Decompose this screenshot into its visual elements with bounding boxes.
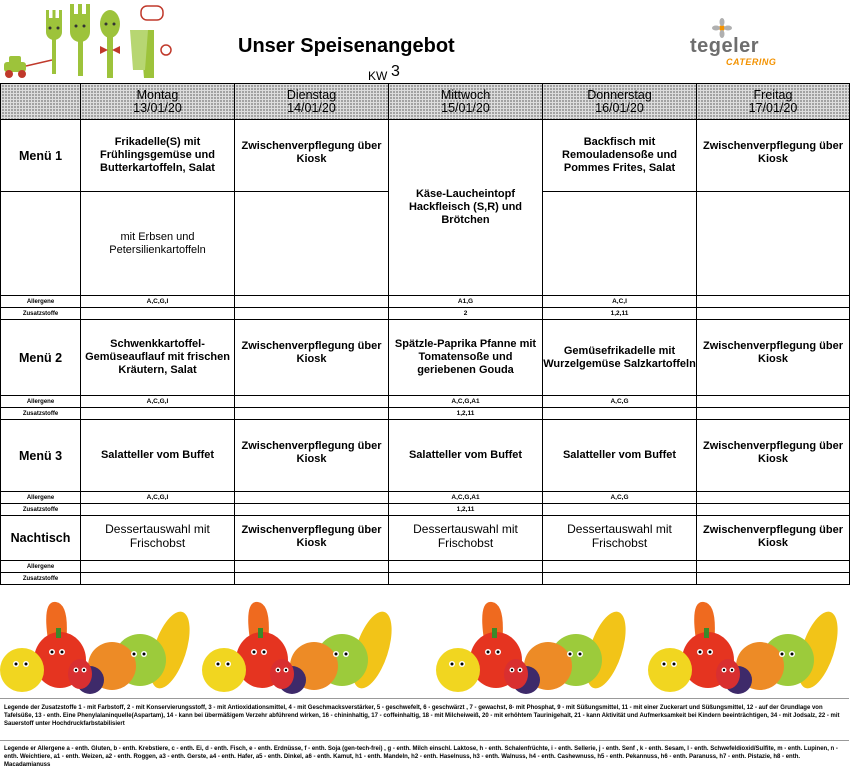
- allergene-value: A,C,I: [543, 296, 697, 308]
- allergene-legend: Legende er Allergene a - enth. Gluten, b - enth. Krebstiere, c - enth. Ei, d - enth. Fisch, e - enth. Erdnüsse, f - enth. Soja (gen-tech-frei) , g - enth. Milch einschl. Laktose, h - enth. Schalenfrüchte, i - enth. Sellerie, j - enth. Senf , k - enth. Sesam, l - enth. Schwefeldioxid/Sulfite, m - enth. Lupinen, n - enth. Weichtiere, a1 - enth. Weizen, a2 - enth. Roggen, a3 - enth. Gerste, a4 - enth. Hafer, a5 - enth. Dinkel, a6 - enth. Kamut, h1 - enth. Mandeln, h2 - enth. Haselnuss, h3 - enth. Walnuss, h4 - enth. Cashewnuss, h5 - enth. Pekannuss, h6 - enth. Paranuss, h7 - enth. Pistazie, h8 - enth. Macadamianuss: [4, 746, 838, 768]
- allergene-value: [235, 561, 389, 573]
- zusatzstoffe-value: [81, 573, 235, 585]
- menu1-tuesday-dish: Zwischenverpflegung über Kiosk: [235, 120, 389, 192]
- fruit-illustration-band: [0, 600, 851, 695]
- menu2-friday-dish: Zwischenverpflegung über Kiosk: [697, 320, 850, 396]
- zusatzstoffe-value: 1,2,11: [389, 408, 543, 420]
- menu1-zusatz-row: [1, 308, 850, 320]
- nachtisch-monday: Dessertauswahl mit Frischobst: [81, 516, 235, 561]
- zusatzstoffe-value: [81, 504, 235, 516]
- allergene-value: [697, 561, 850, 573]
- menu3-row: [1, 420, 850, 492]
- day-header-friday: Freitag 17/01/20: [697, 84, 850, 120]
- menu3-zusatz-row: [1, 504, 850, 516]
- brand-subtitle: CATERING: [726, 57, 777, 67]
- allergene-value: A,C,G: [543, 492, 697, 504]
- allergene-value: [235, 492, 389, 504]
- menu3-label: Menü 3: [1, 420, 81, 492]
- day-header-row: [1, 84, 850, 120]
- zusatzstoffe-label: Zusatzstoffe: [1, 408, 81, 420]
- menu1-tuesday-empty: [235, 192, 389, 296]
- allergene-value: [235, 396, 389, 408]
- car-icon: [4, 56, 52, 78]
- allergene-value: [543, 561, 697, 573]
- nachtisch-wednesday: Dessertauswahl mit Frischobst: [389, 516, 543, 561]
- menu1-thursday-empty: [543, 192, 697, 296]
- zusatzstoffe-value: [235, 408, 389, 420]
- menu1-wednesday-dish: Käse-Laucheintopf Hackfleisch (S,R) und Brötchen: [389, 120, 543, 296]
- menu3-thursday-dish: Salatteller vom Buffet: [543, 420, 697, 492]
- tegeler-catering-logo: [686, 18, 786, 78]
- allergene-label: Allergene: [1, 396, 81, 408]
- allergene-label: Allergene: [1, 561, 81, 573]
- menu2-row: [1, 320, 850, 396]
- menu1-row-a: [1, 120, 850, 192]
- menu3-friday-dish: Zwischenverpflegung über Kiosk: [697, 420, 850, 492]
- zusatzstoffe-value: 1,2,11: [389, 504, 543, 516]
- week-number: 3: [391, 63, 400, 80]
- menu1-monday-side: mit Erbsen und Petersilienkartoffeln: [81, 192, 235, 296]
- allergene-value: A,C,G,I: [81, 296, 235, 308]
- corner-cell: [1, 84, 81, 120]
- zusatzstoffe-value: [235, 573, 389, 585]
- nachtisch-allergene-row: [1, 561, 850, 573]
- nachtisch-friday: Zwischenverpflegung über Kiosk: [697, 516, 850, 561]
- zusatzstoffe-value: [543, 408, 697, 420]
- menu1-label-cont: [1, 192, 81, 296]
- menu2-allergene-row: [1, 396, 850, 408]
- zusatzstoffe-value: [543, 504, 697, 516]
- nachtisch-label: Nachtisch: [1, 516, 81, 561]
- allergene-value: A,C,G,I: [81, 396, 235, 408]
- week-label: KW: [368, 69, 388, 83]
- day-header-thursday: Donnerstag 16/01/20: [543, 84, 697, 120]
- zusatzstoffe-label: Zusatzstoffe: [1, 504, 81, 516]
- menu2-zusatz-row: [1, 408, 850, 420]
- day-header-tuesday: Dienstag 14/01/20: [235, 84, 389, 120]
- nachtisch-tuesday: Zwischenverpflegung über Kiosk: [235, 516, 389, 561]
- menu1-friday-empty: [697, 192, 850, 296]
- nachtisch-zusatz-row: [1, 573, 850, 585]
- menu2-tuesday-dish: Zwischenverpflegung über Kiosk: [235, 320, 389, 396]
- menu2-monday-dish: Schwenkkartoffel-Gemüseauflauf mit frischen Kräutern, Salat: [81, 320, 235, 396]
- allergene-value: A1,G: [389, 296, 543, 308]
- allergene-label: Allergene: [1, 296, 81, 308]
- menu1-monday-dish: Frikadelle(S) mit Frühlingsgemüse und Butterkartoffeln, Salat: [81, 120, 235, 192]
- allergene-value: A,C,G,A1: [389, 396, 543, 408]
- allergene-label: Allergene: [1, 492, 81, 504]
- menu1-thursday-dish: Backfisch mit Remouladensoße und Pommes Frites, Salat: [543, 120, 697, 192]
- allergene-value: [389, 561, 543, 573]
- zusatzstoffe-value: [697, 504, 850, 516]
- menu1-label: Menü 1: [1, 120, 81, 192]
- allergene-value: [697, 396, 850, 408]
- zusatzstoffe-label: Zusatzstoffe: [1, 573, 81, 585]
- zusatzstoffe-value: [697, 308, 850, 320]
- zusatzstoffe-value: [81, 408, 235, 420]
- menu1-allergene-row: [1, 296, 850, 308]
- nachtisch-row: [1, 516, 850, 561]
- zusatzstoffe-legend: Legende der Zusatzstoffe 1 - mit Farbstoff, 2 - mit Konservierungsstoff, 3 - mit Antioxidationsmittel, 4 - mit Geschmacksverstärker, 5 - geschwefelt, 6 - geschwärzt , 7 - gewachst, 8- mit Phosphat, 9 - mit Süßungsmittel, 11 - mit einer Zuckerart und Süßungsmittel, 12 - auf der Grundlage von Tafelsüße, 13 - enth. Eine Phenylalaninquelle(Aspartam), 14 - kann bei übermäßigem Verzehr abführend wirken, 16 - chininhaltig, 17 - coffeinhaltig, 18 - mit Milcheiweiß, 20 - mit erhöhtem Taurinigehalt, 21 - kann Aktivität und Aufmerksamkeit bei Kindern beeinträchtigen, 34 - mit Jodsalz, 22 - mit Sauerstoff unter Hochdruckfarbstabilisiert: [4, 705, 840, 727]
- zusatzstoffe-label: Zusatzstoffe: [1, 308, 81, 320]
- allergene-value: A,C,G: [543, 396, 697, 408]
- menu2-wednesday-dish: Spätzle-Paprika Pfanne mit Tomatensoße und geriebenen Gouda: [389, 320, 543, 396]
- day-header-wednesday: Mittwoch 15/01/20: [389, 84, 543, 120]
- zusatzstoffe-value: [81, 308, 235, 320]
- menu1-friday-dish: Zwischenverpflegung über Kiosk: [697, 120, 850, 192]
- menu2-label: Menü 2: [1, 320, 81, 396]
- menu3-tuesday-dish: Zwischenverpflegung über Kiosk: [235, 420, 389, 492]
- menu3-monday-dish: Salatteller vom Buffet: [81, 420, 235, 492]
- menu3-wednesday-dish: Salatteller vom Buffet: [389, 420, 543, 492]
- cutlery-family-logo: [0, 0, 200, 85]
- zusatzstoffe-value: 2: [389, 308, 543, 320]
- menu3-allergene-row: [1, 492, 850, 504]
- allergene-value: A,C,G,I: [81, 492, 235, 504]
- zusatzstoffe-value: [235, 504, 389, 516]
- allergene-value: [81, 561, 235, 573]
- allergene-value: [235, 296, 389, 308]
- allergene-value: [697, 492, 850, 504]
- brand-name: tegeler: [690, 35, 760, 57]
- page-title: Unser Speisenangebot: [238, 35, 455, 57]
- allergene-value: [697, 296, 850, 308]
- legend-divider: [0, 698, 849, 699]
- zusatzstoffe-value: 1,2,11: [543, 308, 697, 320]
- zusatzstoffe-value: [235, 308, 389, 320]
- menu-table: [0, 83, 850, 585]
- zusatzstoffe-value: [697, 408, 850, 420]
- legend-divider: [0, 740, 849, 741]
- zusatzstoffe-value: [543, 573, 697, 585]
- nachtisch-thursday: Dessertauswahl mit Frischobst: [543, 516, 697, 561]
- day-header-monday: Montag 13/01/20: [81, 84, 235, 120]
- menu2-thursday-dish: Gemüsefrikadelle mit Wurzelgemüse Salzkartoffeln: [543, 320, 697, 396]
- zusatzstoffe-value: [697, 573, 850, 585]
- allergene-value: A,C,G,A1: [389, 492, 543, 504]
- zusatzstoffe-value: [389, 573, 543, 585]
